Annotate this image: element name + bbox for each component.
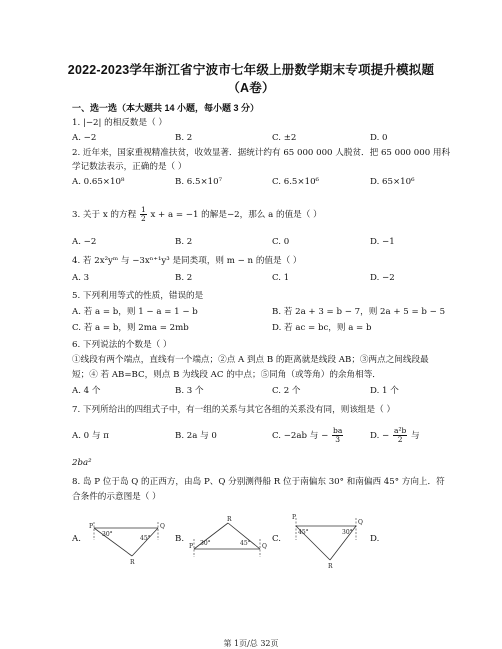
q5-option-a: A. 若 a = b，则 1 − a = 1 − b	[72, 307, 198, 317]
question-6-stem: 6. 下列说法的个数是（ ）	[72, 340, 172, 350]
label-p: P	[89, 523, 94, 530]
q8-option-c: C.	[272, 534, 282, 544]
question-3-stem	[72, 206, 322, 223]
angle-30: 30°	[102, 531, 113, 538]
q8-option-b: B.	[175, 534, 185, 544]
q3-option-c: C. 0	[272, 237, 290, 247]
q7-d-frac-num: a²b	[393, 426, 407, 435]
q4-option-a: A. 3	[72, 273, 90, 283]
question-2-stem-cont: 学记数法表示，正确的是（ ）	[72, 162, 187, 172]
q3-option-a: A. −2	[72, 237, 97, 247]
q8-option-d: D.	[370, 534, 380, 544]
document-subtitle: （A卷）	[227, 81, 275, 95]
label-p: P	[189, 543, 194, 550]
q6-option-b: B. 3 个	[175, 386, 204, 396]
label-r: R	[328, 563, 333, 570]
page-footer: 第 1页/总 32页	[223, 639, 279, 648]
q6-option-c: C. 2 个	[272, 386, 301, 396]
q5-option-d: D. 若 ac = bc，则 a = b	[272, 323, 372, 333]
question-4-stem: 4. 若 2x²yᵐ 与 −3xⁿ⁺¹y³ 是同类项，则 m − n 的值是（ ）	[72, 256, 302, 266]
label-q: Q	[358, 519, 363, 526]
q3-stem-start: 3. 关于 x 的方程	[72, 210, 137, 220]
question-8-stem-cont: 合条件的示意图是（ ）	[72, 492, 161, 502]
question-6-statements-cont: 短；④ 若 AB=BC，则点 B 为线段 AC 的中点；⑤同角（或等角）的余角相等．	[72, 370, 381, 380]
question-8-stem: 8. 岛 P 位于岛 Q 的正西方，由岛 P、Q 分别测得船 R 位于南偏东 30° 和南偏西 45° 方向上．符	[72, 477, 445, 487]
q3-stem-end: x + a = −1 的解是−2，那么 a 的值是（ ）	[150, 210, 322, 220]
angle-30: 30°	[342, 529, 353, 536]
q1-option-d: D. 0	[370, 133, 388, 143]
q8-figure-a	[88, 518, 168, 568]
q7-option-d-text: D. −	[370, 431, 390, 441]
q7-option-a: A. 0 与 π	[72, 431, 109, 441]
q7-option-c-fraction	[332, 427, 343, 444]
q7-option-d-tail: 与	[411, 431, 420, 441]
q7-option-d-fraction	[393, 427, 407, 444]
q3-option-d: D. −1	[370, 237, 395, 247]
q3-frac-num: 1	[140, 205, 146, 214]
q2-option-c: C. 6.5×10⁶	[272, 177, 319, 187]
label-r: R	[130, 559, 135, 566]
q4-option-d: D. −2	[370, 273, 395, 283]
q7-option-b: B. 2a 与 0	[175, 431, 217, 441]
qr-segment	[132, 528, 158, 556]
q4-option-c: C. 1	[272, 273, 290, 283]
question-6-statements: ①线段有两个端点，直线有一个端点；②点 A 到点 B 的距离就是线段 AB；③两点之间线段最	[72, 355, 429, 365]
pr-segment	[94, 528, 132, 556]
q7-d-frac-den: 2	[397, 435, 403, 444]
document-title: 2022-2023学年浙江省宁波市七年级上册数学期末专项提升模拟题	[67, 63, 435, 77]
question-5-stem: 5. 下列利用等式的性质，错误的是	[72, 291, 204, 301]
q7-option-c	[272, 425, 344, 447]
angle-30: 30°	[200, 540, 211, 547]
q1-option-b: B. 2	[175, 133, 193, 143]
q5-option-c: C. 若 a = b，则 2ma = 2mb	[72, 323, 189, 333]
question-2-stem: 2. 近年来，国家重视精准扶贫，收效显著．据统计约有 65 000 000 人脱贫．把 65 000 000 用科	[72, 148, 451, 158]
q2-option-a: A. 0.65×10⁸	[72, 177, 125, 187]
label-r: R	[227, 516, 232, 523]
label-p: P	[292, 514, 297, 521]
q6-option-a: A. 4 个	[72, 386, 101, 396]
q8-option-a: A.	[72, 534, 81, 544]
q1-option-c: C. ±2	[272, 133, 297, 143]
label-q: Q	[160, 523, 165, 530]
angle-45: 45°	[298, 529, 309, 536]
q7-option-d	[370, 425, 420, 447]
q3-option-b: B. 2	[175, 237, 193, 247]
q7-option-c-text: C. −2ab 与 −	[272, 431, 329, 441]
q7-option-d-continued: 2ba²	[72, 458, 92, 468]
q1-option-a: A. −2	[72, 133, 97, 143]
q2-option-d: D. 65×10⁶	[370, 177, 415, 187]
q4-option-b: B. 2	[175, 273, 193, 283]
q6-option-d: D. 1 个	[370, 386, 399, 396]
label-q: Q	[262, 543, 267, 550]
angle-45: 45°	[240, 540, 251, 547]
q8-figure-b	[188, 515, 268, 565]
angle-45: 45°	[140, 535, 151, 542]
section-heading: 一、选一选（本大题共 14 小题，每小题 3 分）	[72, 103, 260, 113]
q3-frac-den: 2	[140, 214, 146, 223]
q7-c-frac-num: ba	[333, 426, 343, 435]
q8-figure-c	[290, 512, 370, 570]
q3-fraction	[140, 206, 147, 223]
question-1-stem: 1. |−2| 的相反数是（ ）	[72, 118, 168, 128]
q7-c-frac-den: 3	[335, 435, 341, 444]
q5-option-b: B. 若 2a + 3 = b − 7，则 2a + 5 = b − 5	[272, 307, 446, 317]
question-7-stem: 7. 下列所给出的四组式子中，有一组的关系与其它各组的关系没有同，则该组是（ ）	[72, 405, 396, 415]
q2-option-b: B. 6.5×10⁷	[175, 177, 223, 187]
